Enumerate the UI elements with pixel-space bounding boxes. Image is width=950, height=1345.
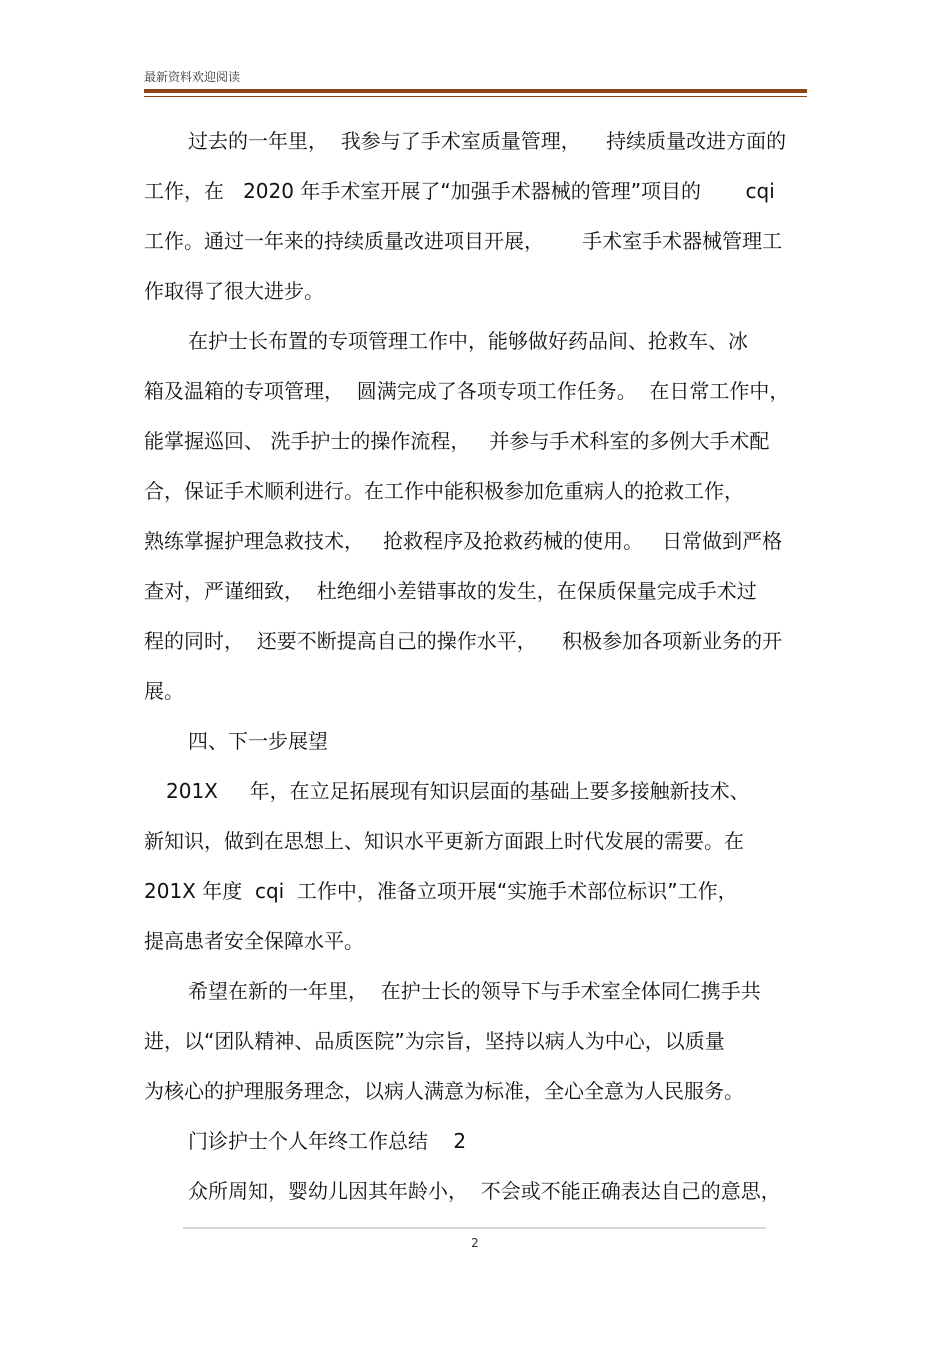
text-line: 程的同时， 还要不断提高自己的操作水平， 积极参加各项新业务的开 (144, 629, 783, 653)
text-line: 201X 年，在立足拓展现有知识层面的基础上要多接触新技术、 (166, 779, 750, 803)
text-line: 提高患者安全保障水平。 (144, 929, 364, 953)
section-heading: 四、下一步展望 (188, 729, 328, 753)
article-title: 门诊护士个人年终工作总结 2 (188, 1129, 467, 1153)
text-line: 新知识，做到在思想上、知识水平更新方面跟上时代发展的需要。在 (144, 829, 744, 853)
text-line: 作取得了很大进步。 (144, 279, 324, 303)
text-line: 201X 年度 cqi 工作中，准备立项开展“实施手术部位标识”工作， (144, 879, 738, 903)
text-line: 进，以“团队精神、品质医院”为宗旨，坚持以病人为中心，以质量 (144, 1029, 725, 1053)
text-line: 在护士长布置的专项管理工作中，能够做好药品间、抢救车、冰 (188, 329, 748, 353)
header-rule-thin (144, 96, 807, 97)
text-line: 展。 (144, 679, 184, 703)
text-line: 众所周知，婴幼儿因其年龄小， 不会或不能正确表达自己的意思， (188, 1179, 781, 1203)
text-line: 工作，在 2020 年手术室开展了“加强手术器械的管理”项目的 cqi (144, 179, 775, 203)
footer-rule (183, 1227, 766, 1229)
text-line: 合，保证手术顺利进行。在工作中能积极参加危重病人的抢救工作， (144, 479, 744, 503)
header-text: 最新资料欢迎阅读 (144, 70, 241, 84)
text-line: 希望在新的一年里， 在护士长的领导下与手术室全体同仁携手共 (188, 979, 761, 1003)
text-line: 能掌握巡回、 洗手护士的操作流程， 并参与手术科室的多例大手术配 (144, 429, 770, 453)
text-line: 为核心的护理服务理念，以病人满意为标准，全心全意为人民服务。 (144, 1079, 744, 1103)
text-line: 箱及温箱的专项管理， 圆满完成了各项专项工作任务。 在日常工作中， (144, 379, 790, 403)
text-line: 过去的一年里， 我参与了手术室质量管理， 持续质量改进方面的 (188, 129, 787, 153)
text-line: 工作。通过一年来的持续质量改进项目开展， 手术室手术器械管理工 (144, 229, 783, 253)
text-line: 熟练掌握护理急救技术， 抢救程序及抢救药械的使用。 日常做到严格 (144, 529, 783, 553)
page-number: 2 (471, 1236, 479, 1250)
header-rule (144, 89, 807, 93)
text-line: 查对，严谨细致， 杜绝细小差错事故的发生，在保质保量完成手术过 (144, 579, 757, 603)
